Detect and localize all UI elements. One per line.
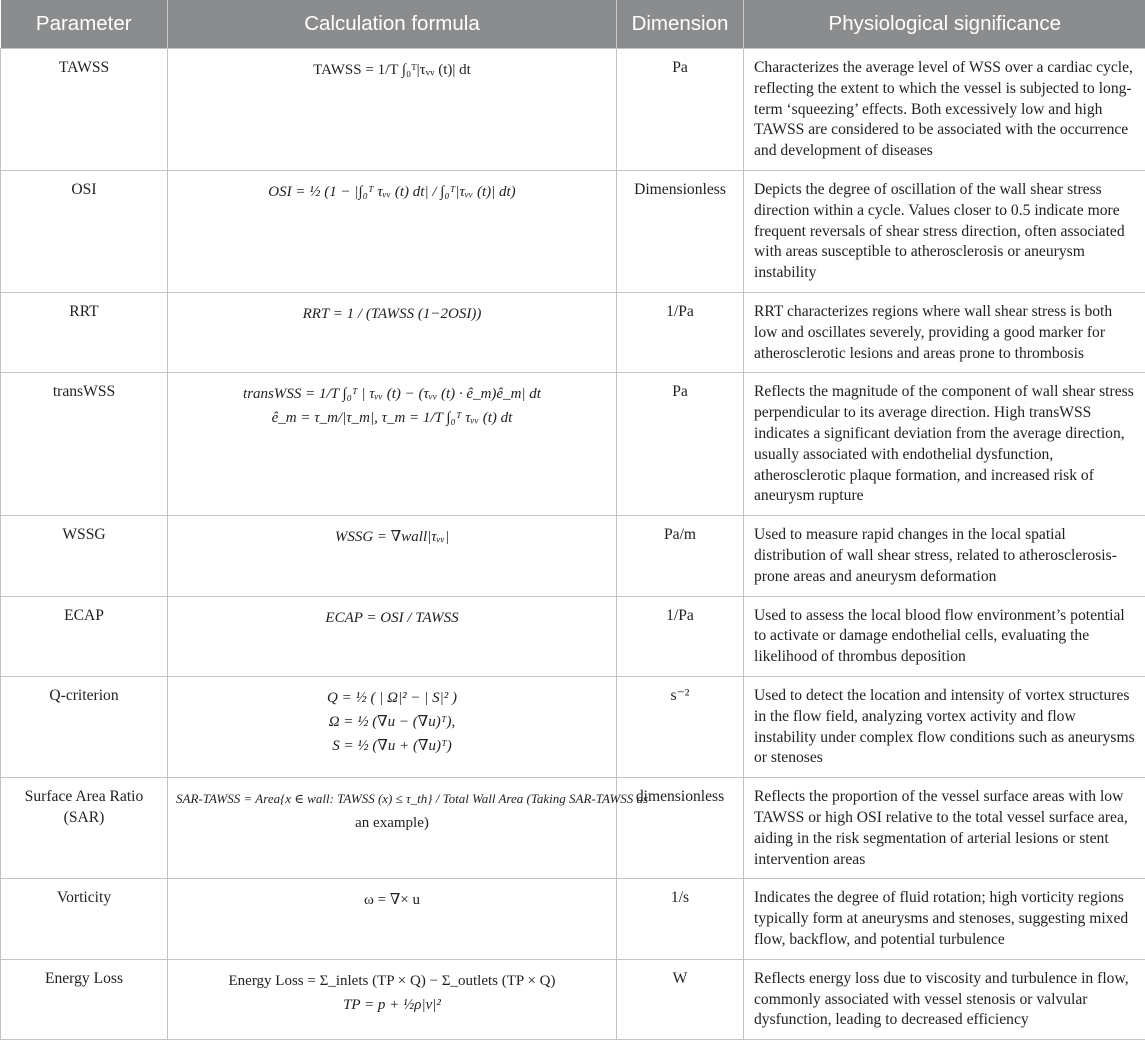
- formula-cell: [168, 170, 617, 292]
- significance-cell: RRT characterizes regions where wall shear stress is both low and oscillates severely, providing a good marker for atherosclerotic lesions and areas prone to thrombosis: [744, 292, 1145, 372]
- header-row: [1, 0, 1145, 49]
- parameter-cell: Vorticity: [1, 879, 168, 959]
- formula-line: transWSS = 1/T ∫₀ᵀ | τᵥᵥ (t) − (τᵥᵥ (t) · ê_m)ê_m| dt: [176, 382, 608, 406]
- parameter-cell: ECAP: [1, 596, 168, 676]
- formula-cell: [168, 49, 617, 171]
- formula-line: S = ½ (∇u + (∇u)ᵀ): [176, 734, 608, 758]
- table-header: [1, 0, 1145, 49]
- dimension-cell: Pa: [617, 373, 744, 516]
- table-row: [1, 516, 1145, 596]
- formula-line: Q = ½ ( | Ω|² − | S|² ): [176, 686, 608, 710]
- formula-line: ê_m = τ_m/|τ_m|, τ_m = 1/T ∫₀ᵀ τᵥᵥ (t) dt: [176, 406, 608, 430]
- formula-cell: [168, 879, 617, 959]
- formula-line: OSI = ½ (1 − |∫₀ᵀ τᵥᵥ (t) dt| / ∫₀ᵀ|τᵥᵥ (t)| dt): [176, 180, 608, 204]
- header-parameter: Parameter: [1, 0, 168, 49]
- formula-line: TP = p + ½ρ|v|²: [176, 993, 608, 1017]
- dimension-cell: 1/Pa: [617, 292, 744, 372]
- formula-line: Energy Loss = Σ_inlets (TP × Q) − Σ_outlets (TP × Q): [176, 969, 608, 993]
- dimension-cell: s⁻²: [617, 676, 744, 777]
- table-row: [1, 170, 1145, 292]
- significance-cell: Reflects the magnitude of the component of wall shear stress perpendicular to its average direction. High transWSS indicates a significant deviation from the average direction, usually associated with endothelial dysfunction, atherosclerotic plaque formation, and increased risk of aneurysm rupture: [744, 373, 1145, 516]
- table-row: [1, 778, 1145, 879]
- parameter-cell: Energy Loss: [1, 959, 168, 1039]
- parameter-cell: OSI: [1, 170, 168, 292]
- formula-cell: [168, 373, 617, 516]
- dimension-cell: Pa/m: [617, 516, 744, 596]
- dimension-cell: dimensionless: [617, 778, 744, 879]
- significance-cell: Used to detect the location and intensity of vortex structures in the flow field, analyzing vortex activity and flow instability under complex flow conditions such as aneurysms or stenoses: [744, 676, 1145, 777]
- formula-line: RRT = 1 / (TAWSS (1−2OSI)): [176, 302, 608, 326]
- significance-cell: Characterizes the average level of WSS over a cardiac cycle, reflecting the extent to which the vessel is subjected to long-term ‘squeezing’ effects. Both excessively low and high TAWSS are considered to be associated with the occurrence and development of diseases: [744, 49, 1145, 171]
- formula-cell: [168, 596, 617, 676]
- formula-line: SAR-TAWSS = Area{x ∈ wall: TAWSS (x) ≤ τ_th} / Total Wall Area (Taking SAR-TAWSS as: [176, 787, 608, 811]
- formula-line: TAWSS = 1/T ∫₀ᵀ|τᵥᵥ (t)| dt: [176, 58, 608, 82]
- dimension-cell: 1/Pa: [617, 596, 744, 676]
- significance-cell: Reflects energy loss due to viscosity and turbulence in flow, commonly associated with vessel stenosis or valvular dysfunction, leading to decreased efficiency: [744, 959, 1145, 1039]
- header-significance: Physiological significance: [744, 0, 1145, 49]
- parameter-cell: Q-criterion: [1, 676, 168, 777]
- significance-cell: Indicates the degree of fluid rotation; high vorticity regions typically form at aneurysms and stenoses, suggesting mixed flow, backflow, and potential turbulence: [744, 879, 1145, 959]
- parameter-cell: transWSS: [1, 373, 168, 516]
- formula-line: an example): [176, 811, 608, 835]
- formula-cell: [168, 676, 617, 777]
- table-row: [1, 879, 1145, 959]
- table-body: [1, 49, 1145, 1040]
- formula-line: ω = ∇× u: [176, 888, 608, 912]
- formula-cell: [168, 778, 617, 879]
- header-formula: Calculation formula: [168, 0, 617, 49]
- formula-cell: [168, 959, 617, 1039]
- significance-cell: Used to assess the local blood flow environment’s potential to activate or damage endothelial cells, evaluating the likelihood of thrombus deposition: [744, 596, 1145, 676]
- parameter-cell: WSSG: [1, 516, 168, 596]
- table-row: [1, 292, 1145, 372]
- formula-line: WSSG = ∇wall|τᵥᵥ|: [176, 525, 608, 549]
- significance-cell: Depicts the degree of oscillation of the wall shear stress direction within a cycle. Values closer to 0.5 indicate more frequent reversals of shear stress direction, often associated with areas susceptible to atherosclerosis or aneurysm instability: [744, 170, 1145, 292]
- parameter-cell: RRT: [1, 292, 168, 372]
- table-row: [1, 676, 1145, 777]
- formula-cell: [168, 292, 617, 372]
- formula-cell: [168, 516, 617, 596]
- parameter-cell: Surface Area Ratio (SAR): [1, 778, 168, 879]
- dimension-cell: 1/s: [617, 879, 744, 959]
- table-row: [1, 373, 1145, 516]
- dimension-cell: Dimensionless: [617, 170, 744, 292]
- formula-line: ECAP = OSI / TAWSS: [176, 606, 608, 630]
- table-row: [1, 49, 1145, 171]
- significance-cell: Reflects the proportion of the vessel surface areas with low TAWSS or high OSI relative to the total vessel surface area, aiding in the risk segmentation of arterial lesions or stent intervention areas: [744, 778, 1145, 879]
- dimension-cell: Pa: [617, 49, 744, 171]
- header-dimension: Dimension: [617, 0, 744, 49]
- significance-cell: Used to measure rapid changes in the local spatial distribution of wall shear stress, related to atherosclerosis-prone areas and aneurysm deformation: [744, 516, 1145, 596]
- formula-line: Ω = ½ (∇u − (∇u)ᵀ),: [176, 710, 608, 734]
- parameter-cell: TAWSS: [1, 49, 168, 171]
- table-row: [1, 596, 1145, 676]
- dimension-cell: W: [617, 959, 744, 1039]
- table-row: [1, 959, 1145, 1039]
